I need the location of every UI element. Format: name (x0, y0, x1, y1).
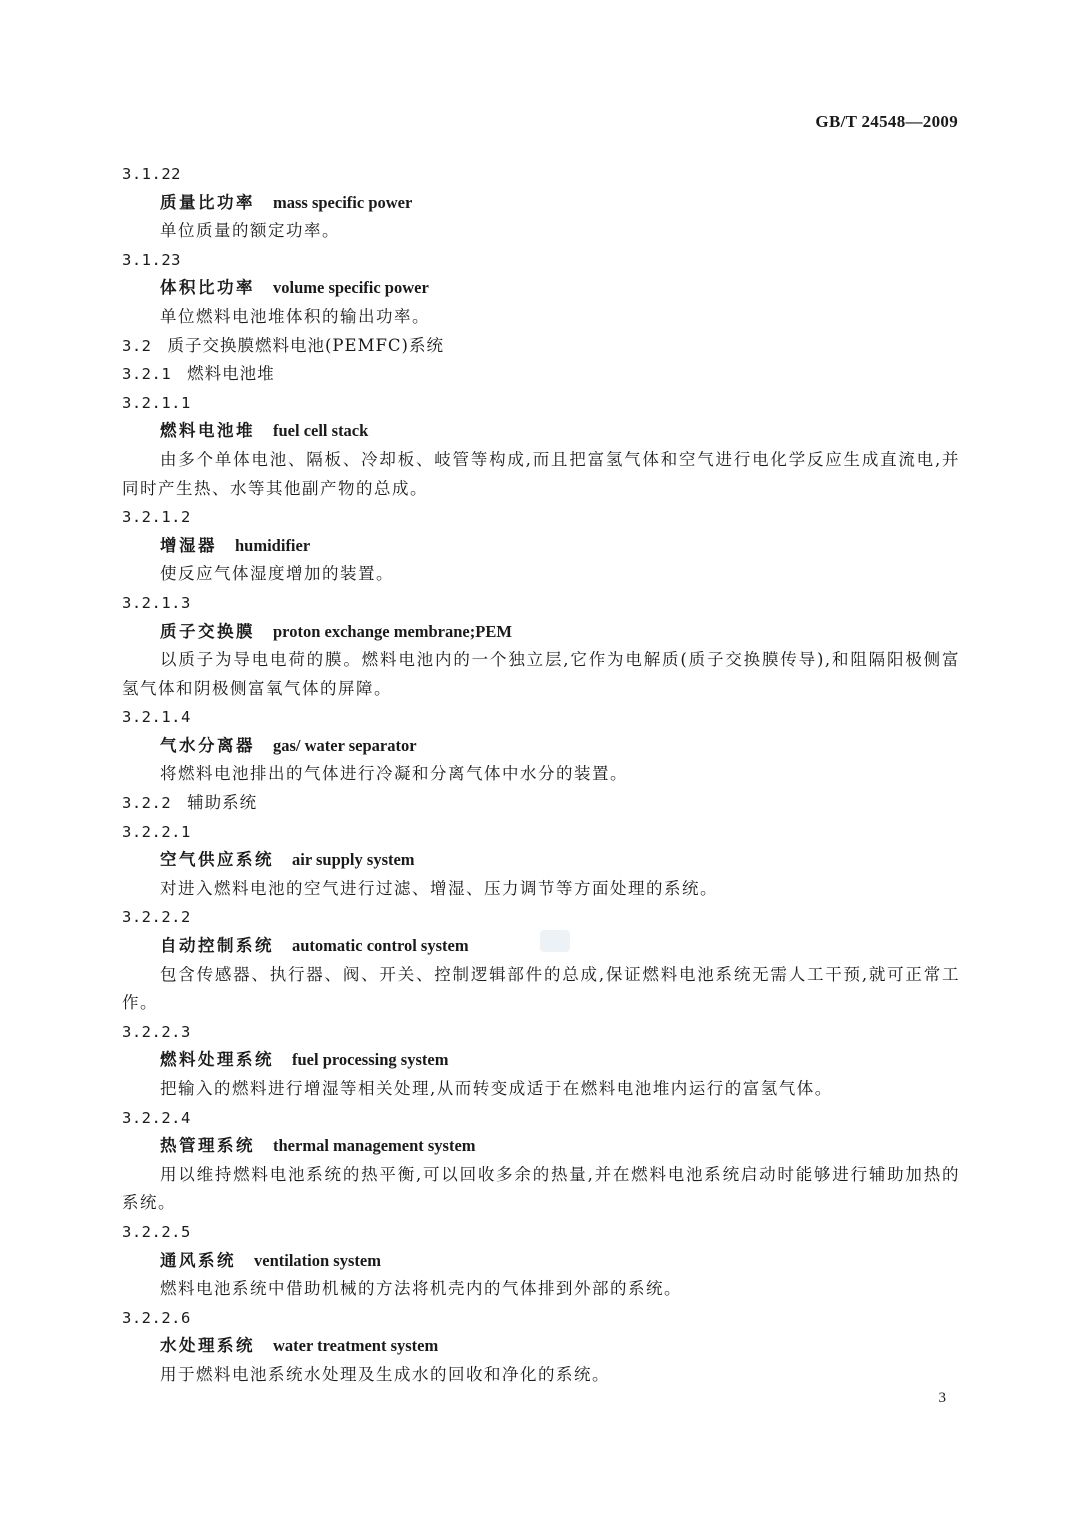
definition: 单位燃料电池堆体积的输出功率。 (160, 306, 430, 326)
term-line (122, 732, 960, 761)
term-chinese: 质子交换膜 (160, 621, 255, 641)
entry-number: 3.2.2.5 (122, 1222, 191, 1241)
term-english: ventilation system (254, 1250, 381, 1270)
entry-number: 3.2.1.1 (122, 393, 191, 412)
term-chinese: 质量比功率 (160, 192, 255, 212)
term-chinese: 自动控制系统 (160, 936, 274, 956)
definition: 使反应气体湿度增加的装置。 (160, 564, 394, 584)
definition: 用于燃料电池系统水处理及生成水的回收和净化的系统。 (160, 1364, 610, 1384)
term-english: mass specific power (273, 192, 413, 212)
term-chinese: 水处理系统 (160, 1336, 255, 1356)
section-title: 燃料电池堆 (187, 364, 275, 384)
entry-number: 3.2.2.1 (122, 822, 191, 841)
term-english: automatic control system (292, 936, 469, 956)
term-line (122, 846, 960, 875)
section-heading (122, 332, 960, 361)
term-line (122, 189, 960, 218)
subsection-heading (122, 360, 960, 389)
definition: 以质子为导电电荷的膜。燃料电池内的一个独立层,它作为电解质(质子交换膜传导),和阻隔阳极侧富氢气体和阴极侧富氧气体的屏障。 (122, 650, 960, 698)
entry-number: 3.2.1.2 (122, 508, 191, 527)
term-english: thermal management system (273, 1136, 476, 1156)
entry-number: 3.2.2.6 (122, 1308, 191, 1327)
definition: 单位质量的额定功率。 (160, 221, 340, 241)
term-line (122, 274, 960, 303)
term-chinese: 燃料电池堆 (160, 421, 255, 441)
section-title: 质子交换膜燃料电池(PEMFC)系统 (167, 335, 444, 355)
entry-number: 3.2.1.3 (122, 593, 191, 612)
definition: 由多个单体电池、隔板、冷却板、岐管等构成,而且把富氢气体和空气进行电化学反应生成直流电,并同时产生热、水等其他副产物的总成。 (122, 449, 960, 498)
definition: 燃料电池系统中借助机械的方法将机壳内的气体排到外部的系统。 (160, 1279, 682, 1299)
term-english: water treatment system (273, 1336, 439, 1356)
term-line (122, 1046, 960, 1075)
definition: 对进入燃料电池的空气进行过滤、增湿、压力调节等方面处理的系统。 (160, 878, 718, 898)
term-english: proton exchange membrane;PEM (273, 621, 512, 641)
section-number: 3.2 (122, 336, 152, 355)
entry-number: 3.2.2.4 (122, 1108, 191, 1127)
entry-number: 3.2.2.3 (122, 1022, 191, 1041)
term-chinese: 体积比功率 (160, 278, 255, 298)
term-line (122, 1247, 960, 1276)
term-line (122, 618, 960, 647)
definition: 用以维持燃料电池系统的热平衡,可以回收多余的热量,并在燃料电池系统启动时能够进行辅助加热的系统。 (122, 1164, 960, 1213)
entry-number: 3.2.2.2 (122, 908, 191, 927)
term-english: fuel processing system (292, 1050, 449, 1070)
definition: 把输入的燃料进行增湿等相关处理,从而转变成适于在燃料电池堆内运行的富氢气体。 (160, 1079, 833, 1098)
definition: 包含传感器、执行器、阀、开关、控制逻辑部件的总成,保证燃料电池系统无需人工干预,就可正常工作。 (122, 964, 960, 1013)
term-chinese: 燃料处理系统 (160, 1050, 274, 1070)
term-english: fuel cell stack (273, 421, 369, 441)
entry-number: 3.1.23 (122, 250, 181, 269)
term-english: volume specific power (273, 278, 429, 298)
term-line (122, 417, 960, 446)
term-chinese: 增湿器 (160, 535, 217, 555)
subsection-heading (122, 789, 960, 818)
term-english: air supply system (292, 850, 415, 870)
standard-code: GB/T 24548—2009 (815, 112, 958, 131)
section-title: 辅助系统 (187, 793, 258, 813)
term-line (122, 1332, 960, 1361)
document-body (122, 160, 960, 1390)
definition: 将燃料电池排出的气体进行冷凝和分离气体中水分的装置。 (160, 764, 628, 784)
term-chinese: 空气供应系统 (160, 850, 274, 870)
term-chinese: 热管理系统 (160, 1136, 255, 1156)
term-line (122, 532, 960, 561)
entry-number: 3.1.22 (122, 165, 181, 183)
section-number: 3.2.2 (122, 794, 172, 813)
term-chinese: 气水分离器 (160, 735, 255, 755)
term-english: gas/ water separator (273, 735, 417, 755)
term-line (122, 1132, 960, 1161)
page-number: 3 (938, 1390, 946, 1406)
term-english: humidifier (235, 535, 311, 555)
watermark-logo (540, 930, 570, 952)
section-number: 3.2.1 (122, 365, 172, 384)
term-chinese: 通风系统 (160, 1250, 236, 1270)
entry-number: 3.2.1.4 (122, 708, 191, 727)
